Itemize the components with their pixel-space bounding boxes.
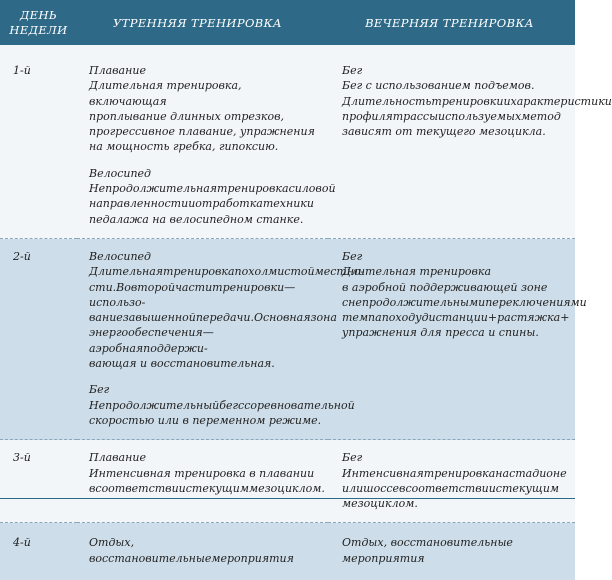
activity-description-line: мероприятия bbox=[342, 551, 425, 565]
activity-block bbox=[89, 382, 355, 428]
activity-title: Бег bbox=[342, 64, 363, 77]
activity-description-line: Непродолжительныйбегссоревновательной bbox=[89, 398, 355, 412]
table-row bbox=[0, 440, 575, 523]
activity-title: Велосипед bbox=[89, 166, 152, 180]
activity-block bbox=[89, 535, 322, 566]
activity-description-line: Отдых, восстановительныемероприятия bbox=[89, 536, 294, 565]
table-header-row bbox=[0, 0, 575, 45]
activity-block bbox=[89, 166, 336, 227]
activity-title: Бег bbox=[342, 451, 363, 465]
activity-description-line: скоростью или в переменном режиме. bbox=[89, 413, 322, 427]
activity-description-line: Бег с использованием подъемов. bbox=[342, 79, 535, 93]
activity-description-line: ваниезавышеннойпередачи.Основнаязона bbox=[89, 311, 337, 325]
table-row bbox=[0, 523, 575, 580]
morning-training-cell bbox=[77, 523, 328, 580]
activity-description-line: энергообеспечения— аэробнаяподдержи- bbox=[89, 326, 214, 355]
header-day-line2: НЕДЕЛИ bbox=[9, 23, 68, 37]
header-morning-training: УТРЕННЯЯ ТРЕНИРОВКА bbox=[112, 15, 283, 30]
activity-description-line: Длительностьтренировкиихарактеристики bbox=[342, 94, 612, 108]
activity-block bbox=[342, 535, 569, 566]
activity-description-line: направленностииотработкатехники bbox=[89, 197, 314, 211]
activity-description-line: илишоссевсоответствиистекущим bbox=[342, 481, 560, 495]
evening-training-cell bbox=[328, 523, 575, 580]
activity-title: Плавание bbox=[89, 64, 146, 77]
activity-description-line: профилятрассыиспользуемыхметод bbox=[342, 109, 561, 123]
activity-title: Велосипед bbox=[89, 249, 152, 263]
activity-description-line: Длительная тренировка bbox=[342, 265, 492, 279]
activity-description-line: на мощность гребка, гипоксию. bbox=[89, 140, 279, 154]
activity-description-line: снепродолжительнымипереключениями bbox=[342, 295, 587, 309]
table-body bbox=[0, 45, 612, 580]
evening-training-cell bbox=[328, 440, 575, 523]
activity-block bbox=[89, 450, 325, 496]
activity-description-line: Интенсивная тренировка в плавании bbox=[89, 466, 315, 480]
activity-description-line: упражнения для пресса и спины. bbox=[342, 326, 539, 340]
evening-training-cell bbox=[328, 239, 587, 440]
table-row bbox=[0, 239, 575, 440]
activity-title: Бег bbox=[342, 249, 363, 263]
activity-description-line: мезоциклом. bbox=[342, 497, 418, 511]
activity-description-line: в аэробной поддерживающей зоне bbox=[342, 280, 548, 294]
activity-description-line: проплывание длинных отрезков, bbox=[89, 109, 284, 123]
day-cell: 4-й bbox=[13, 536, 31, 550]
activity-block bbox=[342, 450, 569, 511]
day-cell: 3-й bbox=[13, 451, 31, 465]
activity-description-line: сти.Вовторойчаститренировки—использо- bbox=[89, 280, 296, 309]
morning-training-cell bbox=[77, 45, 336, 238]
day-cell: 2-й bbox=[13, 249, 31, 263]
activity-description-line: вающая и восстановительная. bbox=[89, 357, 275, 371]
activity-block bbox=[89, 63, 322, 155]
table-bottom-rule bbox=[0, 498, 575, 499]
header-evening-training: ВЕЧЕРНЯЯ ТРЕНИРОВКА bbox=[365, 15, 534, 30]
morning-training-cell bbox=[77, 440, 328, 523]
activity-description-line: темпапоходудистанции+растяжка+ bbox=[342, 311, 570, 325]
day-cell: 1-й bbox=[13, 64, 31, 77]
activity-description-line: прогрессивное плавание, упражнения bbox=[89, 125, 315, 139]
table-row bbox=[0, 45, 575, 238]
morning-training-cell bbox=[77, 239, 365, 440]
activity-title: Плавание bbox=[89, 451, 146, 465]
activity-title: Бег bbox=[89, 383, 110, 397]
header-day-line1: ДЕНЬ bbox=[19, 8, 58, 22]
activity-description-line: Интенсивнаятренировканастадионе bbox=[342, 466, 567, 480]
evening-training-cell bbox=[328, 45, 612, 238]
activity-description-line: Длительная тренировка, включающая bbox=[89, 79, 242, 108]
activity-description-line: всоответствиистекущиммезоциклом. bbox=[89, 481, 325, 495]
activity-description-line: Непродолжительнаятренировкасиловой bbox=[89, 182, 336, 196]
activity-block bbox=[342, 249, 587, 341]
activity-description-line: педалажа на велосипедном станке. bbox=[89, 212, 304, 226]
header-day-of-week bbox=[0, 0, 77, 45]
activity-description-line: зависят от текущего мезоцикла. bbox=[342, 125, 546, 139]
activity-description-line: Отдых, восстановительные bbox=[342, 536, 513, 550]
activity-description-line: Длительнаятренировкапохолмистойместно- bbox=[89, 265, 365, 279]
activity-block bbox=[342, 63, 612, 139]
